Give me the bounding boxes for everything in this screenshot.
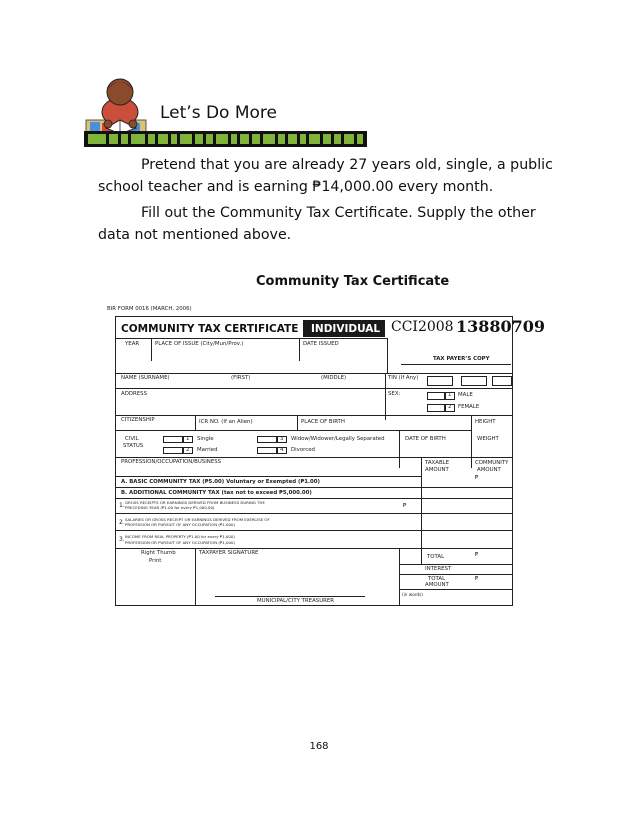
female-checkbox[interactable] — [427, 404, 445, 412]
page-number: 168 — [309, 741, 329, 752]
widow-label: Widow/Widower/Legally Separated — [291, 436, 385, 442]
taxpayer-signature-label: TAXPAYER SIGNATURE — [199, 550, 259, 556]
widow-number: 3 — [280, 436, 284, 442]
citizenship-label: CITIZENSHIP — [121, 417, 155, 423]
height-label: HEIGHT — [475, 419, 496, 425]
widow-checkbox[interactable] — [257, 436, 277, 443]
status-label: STATUS — [123, 443, 144, 449]
divorced-checkbox[interactable] — [257, 447, 277, 454]
bar-segment — [109, 134, 118, 144]
in-words-label: (in words) — [402, 592, 423, 597]
tin-box-3[interactable] — [492, 376, 512, 386]
individual-label: INDIVIDUAL — [311, 323, 381, 335]
tin-box-1[interactable] — [427, 376, 453, 386]
married-checkbox[interactable] — [163, 447, 183, 454]
item-1-line-2: PRECEDING YEAR (₱1.00 for every ₱1,000.00) — [125, 505, 215, 510]
decorative-bar — [84, 131, 367, 147]
bar-segment — [263, 134, 275, 144]
icr-label: ICR NO. (If an Alien) — [199, 419, 253, 425]
treasurer-label: MUNICIPAL/CITY TREASURER — [257, 598, 335, 604]
bar-segment — [216, 134, 228, 144]
item-2-number: 2. — [119, 519, 125, 526]
total-amount-label-1: TOTAL — [428, 576, 446, 582]
single-checkbox[interactable] — [163, 436, 183, 443]
taxable-amount-label: AMOUNT — [425, 467, 449, 473]
instruction-paragraph-1: Pretend that you are already 27 years old, single, a public school teacher and is earning ₱14,000.00 every month. — [98, 157, 553, 195]
community-tax-certificate-form — [107, 300, 546, 606]
total-label: TOTAL — [427, 554, 445, 560]
address-label: ADDRESS — [121, 391, 147, 397]
single-number: 1 — [186, 436, 190, 442]
item-3-number: 3. — [119, 536, 125, 543]
instruction-paragraph-2: Fill out the Community Tax Certificate. Supply the other data not mentioned above. — [98, 205, 536, 243]
divorced-number: 4 — [280, 447, 284, 453]
bar-segment — [231, 134, 237, 144]
item-3-line-2: PROFESSION OR PURSUIT OF ANY OCCUPATION (₱1,000) — [125, 540, 235, 545]
female-number: 2 — [448, 404, 452, 410]
bar-segment — [240, 134, 249, 144]
bar-segment — [131, 134, 145, 144]
peso-sign-item-1: ₱ — [403, 503, 407, 509]
item-2-line-2: PROFESSION OR PURSUIT OF ANY OCCUPATION (₱1.000) — [125, 522, 235, 527]
tin-box-2[interactable] — [461, 376, 487, 386]
female-label: FEMALE — [458, 404, 480, 410]
bar-segment — [309, 134, 320, 144]
civil-label: CIVIL — [125, 436, 139, 442]
weight-label: WEIGHT — [477, 436, 499, 442]
married-number: 2 — [186, 447, 190, 453]
bar-segment — [206, 134, 213, 144]
bar-segment — [288, 134, 297, 144]
community-label: COMMUNITY — [475, 460, 509, 466]
single-label: Single — [197, 436, 214, 442]
taxable-label: TAXABLE — [425, 460, 450, 466]
total-amount-label-2: AMOUNT — [425, 582, 449, 588]
tin-label: TIN (If Any) — [388, 375, 419, 381]
item-2-line-1: SALARIES OR GROSS RECEIPT OR EARNINGS DERIVED FROM EXERCISE OF — [125, 517, 270, 522]
bir-form-label: BIR FORM 0016 (MARCH, 2006) — [107, 306, 192, 312]
taxpayers-copy-label: TAX PAYER’S COPY — [433, 356, 490, 362]
right-thumb-label: Right Thumb — [141, 550, 176, 556]
bar-segment — [121, 134, 128, 144]
bar-segment — [195, 134, 203, 144]
place-of-birth-label: PLACE OF BIRTH — [301, 419, 345, 425]
male-number: 1 — [448, 392, 452, 398]
peso-sign-total: ₱ — [475, 552, 479, 558]
serial-number: 13880709 — [456, 317, 546, 336]
date-issued-label: DATE ISSUED — [303, 341, 339, 347]
profession-label: PROFESSION/OCCUPATION/BUSINESS — [121, 459, 222, 465]
bar-segment — [148, 134, 155, 144]
serial-prefix: CCI2008 — [391, 319, 454, 335]
community-amount-label: AMOUNT — [477, 467, 501, 473]
date-of-birth-label: DATE OF BIRTH — [405, 436, 446, 442]
bar-segment — [323, 134, 331, 144]
married-label: Married — [197, 447, 218, 453]
male-label: MALE — [458, 392, 473, 398]
bar-segment — [88, 134, 106, 144]
interest-label: INTEREST — [425, 566, 452, 572]
name-label: NAME (SURNAME) — [121, 375, 170, 381]
peso-sign-total-amount: ₱ — [475, 576, 479, 582]
additional-tax-label: B. ADDITIONAL COMMUNITY TAX (tax not to exceed ₱5,000.00) — [121, 490, 312, 496]
item-1-line-1: GROSS RECEIPTS OR EARNINGS DERIVED FROM BUSINESS DURING THE — [125, 500, 265, 505]
form-title: COMMUNITY TAX CERTIFICATE — [121, 323, 299, 335]
first-name-label: (FIRST) — [231, 375, 251, 381]
bar-segment — [158, 134, 168, 144]
item-3-line-1: INCOME FROM REAL PROPERTY (₱1.00 for every ₱1,000) — [125, 534, 235, 539]
sex-label: SEX: — [388, 391, 401, 397]
bar-segment — [357, 134, 363, 144]
print-label: Print — [149, 558, 162, 564]
bar-segment — [300, 134, 306, 144]
divorced-label: Divorced — [291, 447, 315, 453]
bar-segment — [278, 134, 285, 144]
section-heading: Let’s Do More — [160, 103, 277, 123]
peso-sign-basic: ₱ — [475, 475, 479, 481]
bar-segment — [180, 134, 192, 144]
place-of-issue-label: PLACE OF ISSUE (City/Mun/Prov.) — [155, 341, 244, 347]
middle-name-label: (MIDDLE) — [321, 375, 347, 381]
bar-segment — [252, 134, 260, 144]
item-1-number: 1. — [119, 502, 125, 509]
basic-tax-label: A. BASIC COMMUNITY TAX (₱5.00) Voluntary or Exempted (₱1.00) — [121, 479, 320, 485]
bar-segment — [344, 134, 354, 144]
bar-segment — [171, 134, 177, 144]
bar-segment — [334, 134, 341, 144]
year-label: YEAR — [125, 341, 140, 347]
form-caption: Community Tax Certificate — [256, 274, 450, 289]
male-checkbox[interactable] — [427, 392, 445, 400]
